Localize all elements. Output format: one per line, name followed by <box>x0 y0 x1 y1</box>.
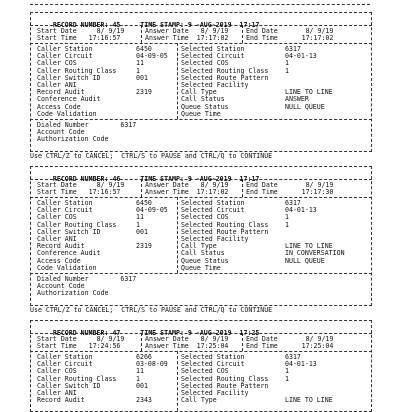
field-value: 11 <box>136 59 144 68</box>
pause-line: Use CTRL/Z to CANCEL; CTRL/S to PAUSE and CTRL/Q to CONTINUE <box>30 152 273 160</box>
left-fields <box>37 354 116 404</box>
field-value: 1 <box>136 374 140 383</box>
field-value: 2319 <box>136 242 152 251</box>
field-value: 04-01-13 <box>285 360 317 369</box>
right-values <box>285 46 333 118</box>
right-fields <box>181 354 268 404</box>
field-label: Selected Route Pattern <box>181 227 269 236</box>
field-label: Caller ANI <box>37 389 77 398</box>
field-label: Record Audit <box>37 88 85 97</box>
field-label: Conference Audit <box>37 95 101 104</box>
field-label: Queue Time <box>181 109 221 118</box>
field-label: Call Type <box>181 242 217 251</box>
field-label: Selected Station <box>181 45 245 53</box>
field-label: Conference Audit <box>37 249 101 258</box>
field-label: Queue Status <box>181 256 229 265</box>
dialed-number: 6317 <box>120 121 137 129</box>
right-values <box>285 354 333 404</box>
field-value <box>136 258 168 265</box>
field-value: 001 <box>136 73 148 82</box>
field-value: NULL QUEUE <box>285 256 325 265</box>
field-value <box>136 111 168 118</box>
field-label: Selected COS <box>181 59 229 68</box>
field-label: Caller Switch ID <box>37 381 101 390</box>
field-label: Call Type <box>181 88 217 97</box>
right-fields <box>181 200 268 272</box>
field-label: Caller Routing Class <box>37 66 117 75</box>
field-label: Record Audit <box>37 242 85 251</box>
left-fields <box>37 200 116 272</box>
field-value: 2343 <box>136 396 152 405</box>
field-value: 1 <box>285 59 289 68</box>
field-value: 04-09-05 <box>136 52 168 61</box>
field-label: Caller Circuit <box>37 52 93 61</box>
field-value: 1 <box>136 220 140 229</box>
field-label: Selected COS <box>181 213 229 222</box>
field-value: LINE TO LINE <box>285 88 333 97</box>
field-label: Caller Circuit <box>37 206 93 215</box>
field-label: Code Validation <box>37 109 97 118</box>
time-stamp: 9 -AUG-2019 17:17 <box>187 175 260 184</box>
field-value <box>136 104 168 111</box>
field-value <box>285 383 333 390</box>
field-label: Caller ANI <box>37 235 77 244</box>
field-label: Call Type <box>181 396 217 405</box>
record-header: RECORD NUMBER: 47 TIME STAMP: 9 -AUG-2019 17:25 <box>52 329 260 338</box>
field-label: Selected Facility <box>181 389 249 398</box>
field-value <box>285 265 345 272</box>
field-label: Selected Circuit <box>181 206 245 215</box>
field-label: Caller ANI <box>37 81 77 90</box>
record-header: RECORD NUMBER: 46 TIME STAMP: 9 -AUG-2019 17:17 <box>52 175 260 184</box>
field-label: Selected Circuit <box>181 52 245 61</box>
field-label: Caller COS <box>37 367 77 376</box>
field-value: 6317 <box>285 353 301 361</box>
field-value: 04-01-13 <box>285 52 317 61</box>
field-label: Selected COS <box>181 367 229 376</box>
field-label: Call Status <box>181 249 225 258</box>
left-values <box>136 46 168 118</box>
pause-line: Use CTRL/Z to CANCEL; CTRL/S to PAUSE and CTRL/Q to CONTINUE <box>30 306 273 314</box>
field-value: ANSWER <box>285 95 309 104</box>
field-label: Caller Routing Class <box>37 220 117 229</box>
left-values <box>136 354 168 404</box>
left-values <box>136 200 168 272</box>
field-label: Caller Circuit <box>37 360 93 369</box>
record-header: RECORD NUMBER: 45 TIME STAMP: 9 -AUG-2019 17:17 <box>52 21 260 30</box>
field-label: Selected Routing Class <box>181 66 269 75</box>
field-value <box>285 229 345 236</box>
field-value: 6317 <box>285 199 301 207</box>
field-label: Caller Station <box>37 199 93 207</box>
field-label: Code Validation <box>37 263 97 272</box>
field-value: 1 <box>285 374 289 383</box>
field-value: 1 <box>285 213 289 222</box>
field-label: Selected Facility <box>181 81 249 90</box>
field-label: Queue Status <box>181 102 229 111</box>
field-value: 6266 <box>136 353 152 361</box>
field-label: Access Code <box>37 102 81 111</box>
record-number: 45 <box>112 21 121 30</box>
field-label: Call Status <box>181 95 225 104</box>
field-value: 1 <box>285 66 289 75</box>
time-stamp: 9 -AUG-2019 17:17 <box>187 21 260 30</box>
left-fields <box>37 46 116 118</box>
right-values <box>285 200 345 272</box>
field-value: LINE TO LINE <box>285 396 333 405</box>
field-label: Selected Facility <box>181 235 249 244</box>
call-record-printout: RECORD NUMBER: 45 TIME STAMP: 9 -AUG-2019 17:17 Start Date 8/ 9/19 Start Time 17:16:57 Answer Date 8/ 9/19 Answer Time 17:17:02 End Date 8/ 9/19 End Time 17:17:02 Caller Station Caller Circuit Caller COS Caller Routing Class Caller Switch ID Caller ANI Record Audit Conference Audit Access Code Code Validation 6450 04-09-05 11 1 001 2319 Selected Station Selected Circuit Selected COS Selected Routing Class Selected Route Pattern Selected Facility Call Type Call Status Queue Status Queue Time 6317 04-01-13 1 1 LINE TO LINE ANSWER NULL QUEUE Dialed Number 6317 Account Code Authorization Code Use CTRL/Z to CANCEL; CTRL/S to PAUSE and CTRL/Q to CONTINUE RECORD NUMBER: 46 TIME STAMP: 9 -AUG-2019 17:17 Start Date 8/ 9/19 Start Time 17:16:57 Answer Date 8/ 9/19 Answer Time 17:17:02 End Date 8/ 9/19 End Time 17:17:30 Caller Station Caller Circuit Caller COS Caller Routing Class Caller Switch ID Caller ANI Record Audit Conference Audit Access Code Code Validation 6450 04-09-05 11 1 001 2319 Selected Station Selected Circuit Selected COS Selected Routing Class Selected Route Pattern Selected Facility Call Type Call Status Queue Status Queue Time 6317 04-01-13 1 1 LINE TO LINE IN CONVERSATION NULL QUEUE Dialed Number 6317 Account Code Authorization Code Use CTRL/Z to CANCEL; CTRL/S to PAUSE and CTRL/Q to CONTINUE RECORD NUMBER: 47 TIME STAMP: 9 -AUG-2019 17:25 Start Date 8/ 9/19 Start Time 17:24:56 Answer Date 8/ 9/19 Answer Time 17:25:04 End Date 8/ 9/19 End Time 17:25:04 Caller Station Caller Circuit Caller COS Caller Routing Class Caller Switch ID Caller ANI Record Audit 6266 03-08-09 11 1 001 2343 Selected Station Selected Circuit Selected COS Selected Routing Class Selected Route Pattern Selected Facility Call Type 6317 04-01-13 1 1 LINE TO LINE <box>0 0 400 400</box>
field-value: 11 <box>136 367 144 376</box>
field-label: Selected Circuit <box>181 360 245 369</box>
field-value: LINE TO LINE <box>285 242 333 251</box>
field-value: 1 <box>136 66 140 75</box>
field-label: Caller COS <box>37 59 77 68</box>
field-label: Record Audit <box>37 396 85 405</box>
field-value: 1 <box>285 220 289 229</box>
field-label: Caller COS <box>37 213 77 222</box>
field-label: Selected Routing Class <box>181 220 269 229</box>
field-value <box>285 75 333 82</box>
field-value: 04-09-05 <box>136 206 168 215</box>
field-label: Selected Route Pattern <box>181 381 269 390</box>
right-fields <box>181 46 268 118</box>
field-label: Selected Station <box>181 353 245 361</box>
field-label: Caller Switch ID <box>37 73 101 82</box>
dialed-number: 6317 <box>120 275 137 283</box>
field-value: 1 <box>285 367 289 376</box>
field-value: 001 <box>136 227 148 236</box>
time-stamp: 9 -AUG-2019 17:25 <box>187 329 260 338</box>
field-value: 6450 <box>136 199 152 207</box>
field-label: Caller Routing Class <box>37 374 117 383</box>
field-label: Queue Time <box>181 263 221 272</box>
field-label: Caller Station <box>37 353 93 361</box>
field-value <box>136 265 168 272</box>
record-number: 46 <box>112 175 121 184</box>
record-number: 47 <box>112 329 121 338</box>
field-label: Selected Routing Class <box>181 374 269 383</box>
field-value: 03-08-09 <box>136 360 168 369</box>
field-label: Selected Station <box>181 199 245 207</box>
field-value: 11 <box>136 213 144 222</box>
field-value: 001 <box>136 381 148 390</box>
field-value: IN CONVERSATION <box>285 249 345 258</box>
field-label: Caller Switch ID <box>37 227 101 236</box>
field-value <box>136 96 168 103</box>
field-value: 04-01-13 <box>285 206 317 215</box>
field-label: Access Code <box>37 256 81 265</box>
top-clipped-border <box>30 0 370 5</box>
field-label: Caller Station <box>37 45 93 53</box>
field-value: NULL QUEUE <box>285 102 325 111</box>
field-value <box>136 250 168 257</box>
field-value <box>285 111 333 118</box>
field-value: 6450 <box>136 45 152 53</box>
field-label: Selected Route Pattern <box>181 73 269 82</box>
field-value: 6317 <box>285 45 301 53</box>
field-value: 2319 <box>136 88 152 97</box>
